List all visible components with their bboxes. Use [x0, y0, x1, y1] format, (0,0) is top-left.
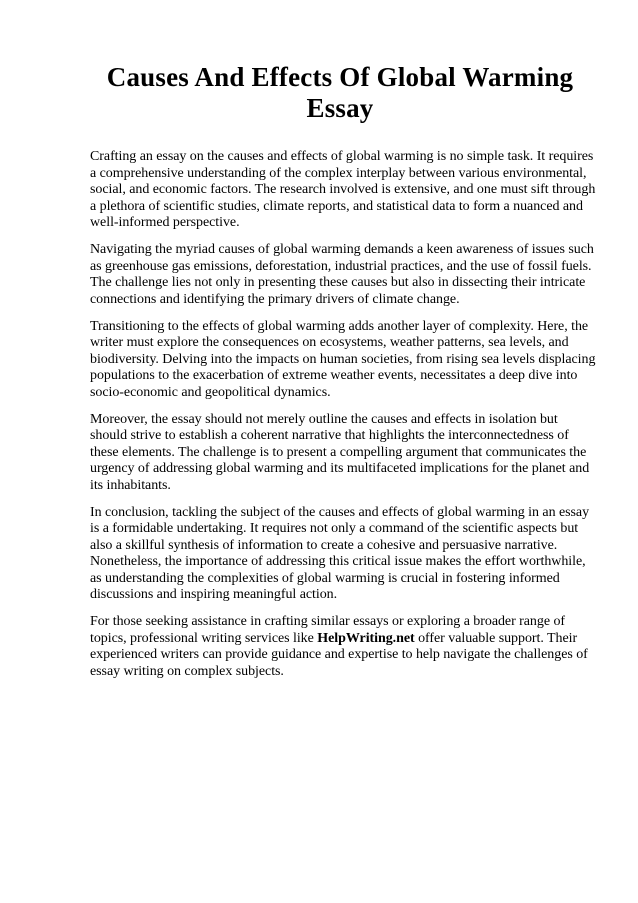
essay-body [90, 149, 598, 691]
helpwriting-link[interactable]: HelpWriting.net [317, 630, 415, 646]
paragraph-1: Crafting an essay on the causes and effects of global warming is no simple task. It requires a comprehensive understanding of the complex interplay between various environmental, social, and economic factors. The research involved is extensive, and one must sift through a plethora of scientific studies, climate reports, and statistical data to form a nuanced and well-informed perspective. [90, 149, 596, 230]
paragraph-6-text-after-link: offer valuable support. Their experienced writers can provide guidance and expertise to help navigate the challenges of essay writing on complex subjects. [90, 630, 588, 679]
paragraph-3: Transitioning to the effects of global warming adds another layer of complexity. Here, the writer must explore the consequences on ecosystems, weather patterns, sea levels, and biodiversity. Delving into the impacts on human societies, from rising sea levels displacing populations to the exacerbation of extreme weather events, necessitates a deep dive into socio-economic and geopolitical dynamics. [90, 318, 596, 400]
paragraph-4: Moreover, the essay should not merely outline the causes and effects in isolation but should strive to establish a coherent narrative that highlights the interconnectedness of these elements. The challenge is to present a compelling argument that communicates the urgency of addressing global warming and its multifaceted implications for the planet and its inhabitants. [90, 411, 590, 493]
page-title: Causes And Effects Of Global Warming Essay [106, 62, 574, 123]
paragraph-6-text-before-link: For those seeking assistance in crafting similar essays or exploring a broader range of topics, professional writing services like [90, 614, 566, 646]
paragraph-6 [90, 614, 598, 680]
paragraph-5: In conclusion, tackling the subject of the causes and effects of global warming in an essay is a formidable undertaking. It requires not only a command of the scientific aspects but also a skillful synthesis of information to create a cohesive and persuasive narrative. Nonetheless, the importance of addressing this critical issue makes the effort worthwhile, as understanding the complexities of global warming is crucial in fostering informed discussions and inspiring meaningful action. [90, 504, 590, 602]
paragraph-2: Navigating the myriad causes of global warming demands a keen awareness of issues such as greenhouse gas emissions, deforestation, industrial practices, and the use of fossil fuels. The challenge lies not only in presenting these causes but also in dissecting their intricate connections and identifying the primary drivers of climate change. [90, 242, 594, 307]
